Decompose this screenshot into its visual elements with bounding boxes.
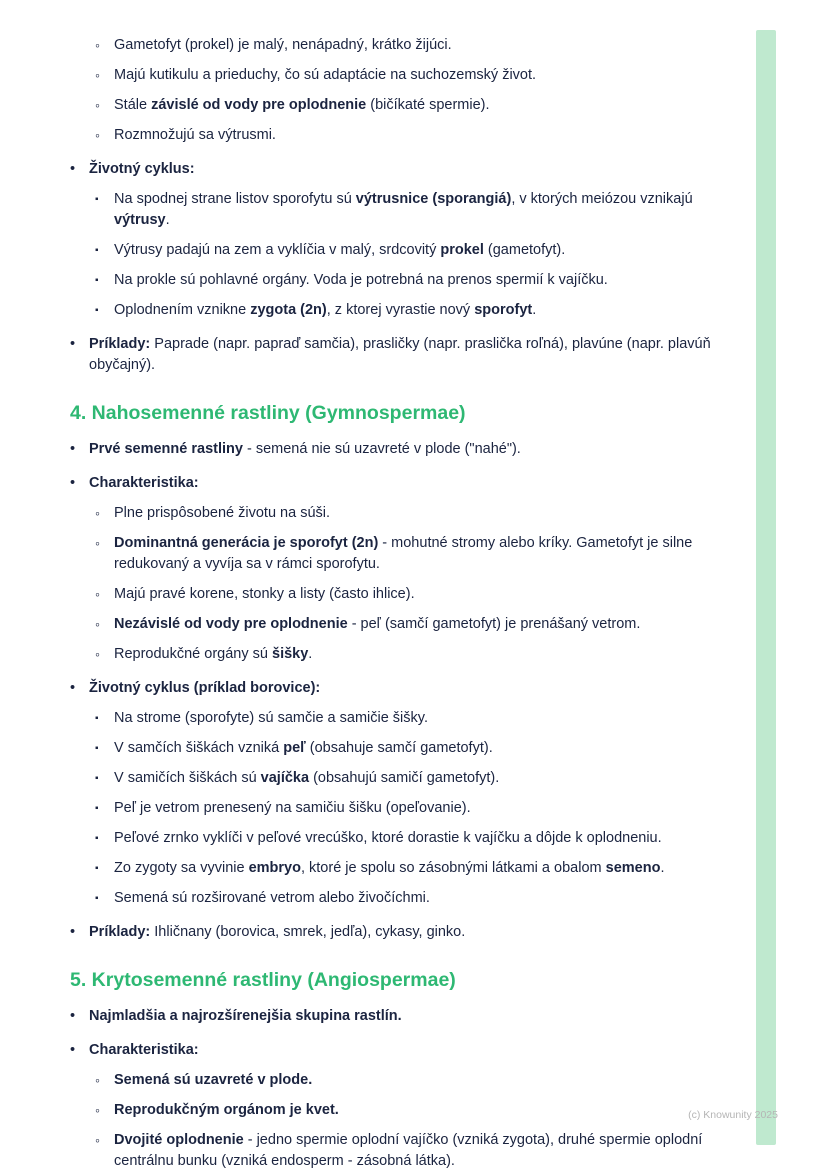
list-item-text <box>114 614 736 635</box>
disc-bullet-icon: • <box>70 924 76 940</box>
list-item <box>95 738 736 759</box>
text-run: výtrusnice (sporangiá) <box>355 191 512 207</box>
list-item-text <box>89 1040 736 1061</box>
text-run: Na strome (sporofyte) sú samčie a samičie šišky. <box>114 710 428 726</box>
circle-bullet-icon: ◦ <box>95 127 100 143</box>
disc-bullet-icon: • <box>70 680 76 696</box>
square-bullet-icon: ▪ <box>95 275 99 286</box>
text-run: vajíčka <box>260 770 310 786</box>
list-item <box>70 922 736 943</box>
list-item-text <box>114 584 736 605</box>
text-run: Charakteristika: <box>89 1042 199 1058</box>
content <box>70 26 736 1171</box>
list-item-text <box>114 95 736 116</box>
text-run: Na spodnej strane listov sporofytu sú <box>114 191 356 207</box>
list-item-text <box>89 678 736 699</box>
text-run: - semená nie sú uzavreté v plode ("nahé"). <box>242 441 521 457</box>
list-item <box>70 473 736 494</box>
list-item-text <box>114 65 736 86</box>
text-run: Plne prispôsobené životu na súši. <box>114 505 331 521</box>
list-item <box>70 439 736 460</box>
text-run: Stále <box>114 97 152 113</box>
text-run: Peľ je vetrom prenesený na samičiu šišku (opeľovanie). <box>114 800 471 816</box>
text-run: sporofyt <box>474 302 533 318</box>
list-item-text <box>114 888 736 909</box>
text-run: Ihličnany (borovica, smrek, jedľa), cykasy, ginko. <box>150 924 466 940</box>
text-run: Semená sú rozširované vetrom alebo živočíchmi. <box>114 890 430 906</box>
text-run: Rozmnožujú sa výtrusmi. <box>114 127 276 143</box>
circle-bullet-icon: ◦ <box>95 67 100 83</box>
text-run: Charakteristika: <box>89 475 199 491</box>
list-item <box>95 768 736 789</box>
text-run: Gametofyt (prokel) je malý, nenápadný, krátko žijúci. <box>114 37 452 53</box>
section-heading: 5. Krytosemenné rastliny (Angiospermae) <box>70 969 456 991</box>
text-run: . <box>165 212 170 228</box>
square-bullet-icon: ▪ <box>95 713 99 724</box>
text-run: Reprodukčným orgánom je kvet. <box>114 1102 339 1118</box>
text-run: Semená sú uzavreté v plode. <box>114 1072 313 1088</box>
circle-bullet-icon: ◦ <box>95 1102 100 1118</box>
text-run: . <box>308 646 313 662</box>
text-run: Zo zygoty sa vyvinie <box>114 860 249 876</box>
list-item <box>95 888 736 909</box>
list-item <box>95 614 736 635</box>
text-run: Príklady: <box>89 336 151 352</box>
list-item <box>70 1040 736 1061</box>
text-run: . <box>660 860 665 876</box>
list-item-text <box>114 533 736 575</box>
list-item-text <box>114 1130 736 1171</box>
text-run: - peľ (samčí gametofyt) je prenášaný vetrom. <box>347 616 641 632</box>
list-item-text <box>89 1006 736 1027</box>
list-item <box>95 503 736 524</box>
circle-bullet-icon: ◦ <box>95 505 100 521</box>
square-bullet-icon: ▪ <box>95 245 99 256</box>
list-item <box>95 828 736 849</box>
text-run: Majú kutikulu a prieduchy, čo sú adaptácie na suchozemský život. <box>114 67 537 83</box>
disc-bullet-icon: • <box>70 336 76 352</box>
list-item <box>95 300 736 321</box>
list-item <box>95 858 736 879</box>
text-run: embryo <box>248 860 301 876</box>
list-item-text <box>114 300 736 321</box>
section-heading: 4. Nahosemenné rastliny (Gymnospermae) <box>70 402 466 424</box>
text-run: V samčích šiškách vzniká <box>114 740 284 756</box>
list-item-text <box>89 159 736 180</box>
list-item-text <box>114 270 736 291</box>
text-run: (gametofyt). <box>483 242 566 258</box>
circle-bullet-icon: ◦ <box>95 97 100 113</box>
text-run: (bičíkaté spermie). <box>366 97 490 113</box>
text-run: zygota (2n) <box>250 302 327 318</box>
list-item-text <box>89 439 736 460</box>
list-item <box>95 1130 736 1171</box>
square-bullet-icon: ▪ <box>95 743 99 754</box>
list-item-text <box>114 798 736 819</box>
circle-bullet-icon: ◦ <box>95 616 100 632</box>
circle-bullet-icon: ◦ <box>95 535 100 551</box>
list-item-text <box>114 1070 736 1091</box>
text-run: závislé od vody pre oplodnenie <box>151 97 367 113</box>
list-item <box>95 35 736 56</box>
list-item-text <box>114 503 736 524</box>
list-item <box>95 644 736 665</box>
list-item-text <box>114 125 736 146</box>
list-item <box>95 1070 736 1091</box>
list-item-text <box>89 922 736 943</box>
text-run: , v ktorých meiózou vznikajú <box>511 191 693 207</box>
circle-bullet-icon: ◦ <box>95 37 100 53</box>
list-item-text <box>114 189 736 231</box>
text-run: Peľové zrnko vyklíči v peľové vrecúško, ktoré dorastie k vajíčku a dôjde k oplodneniu. <box>114 830 662 846</box>
list-item <box>95 533 736 575</box>
list-item-text <box>114 35 736 56</box>
list-item <box>95 798 736 819</box>
list-item <box>70 678 736 699</box>
square-bullet-icon: ▪ <box>95 833 99 844</box>
circle-bullet-icon: ◦ <box>95 1072 100 1088</box>
text-run: Dvojité oplodnenie <box>114 1132 244 1148</box>
text-run: prokel <box>440 242 484 258</box>
circle-bullet-icon: ◦ <box>95 586 100 602</box>
list-item <box>95 125 736 146</box>
list-item <box>70 334 736 376</box>
list-item <box>95 65 736 86</box>
square-bullet-icon: ▪ <box>95 194 99 205</box>
text-run: Životný cyklus: <box>89 161 195 177</box>
list-item-text <box>114 828 736 849</box>
text-run: výtrusy <box>114 212 166 228</box>
disc-bullet-icon: • <box>70 1008 76 1024</box>
text-run: peľ <box>283 740 306 756</box>
list-item <box>70 1006 736 1027</box>
list-item <box>95 240 736 261</box>
text-run: Paprade (napr. papraď samčia), prasličky (napr. praslička roľná), plavúne (napr. plavúň obyčajný). <box>89 336 711 373</box>
list-item-text <box>114 738 736 759</box>
list-item-text <box>114 708 736 729</box>
disc-bullet-icon: • <box>70 161 76 177</box>
text-run: V samičích šiškách sú <box>114 770 261 786</box>
text-run: Oplodnením vznikne <box>114 302 251 318</box>
list-item-text <box>89 473 736 494</box>
text-run: Najmladšia a najrozšírenejšia skupina rastlín. <box>89 1008 402 1024</box>
list-item <box>95 584 736 605</box>
list-item <box>95 1100 736 1121</box>
list-item-text <box>114 1100 736 1121</box>
text-run: , ktoré je spolu so zásobnými látkami a obalom <box>300 860 606 876</box>
square-bullet-icon: ▪ <box>95 305 99 316</box>
text-run: šišky <box>272 646 309 662</box>
footer-copyright: (c) Knowunity 2025 <box>688 1109 778 1121</box>
square-bullet-icon: ▪ <box>95 773 99 784</box>
square-bullet-icon: ▪ <box>95 863 99 874</box>
text-run: Majú pravé korene, stonky a listy (často ihlice). <box>114 586 415 602</box>
text-run: semeno <box>605 860 661 876</box>
list-item <box>95 189 736 231</box>
accent-stripe <box>756 30 776 1145</box>
list-item <box>95 708 736 729</box>
circle-bullet-icon: ◦ <box>95 646 100 662</box>
text-run: - mohutné stromy alebo kríky. Gametofyt je silne redukovaný a vyvíja sa v rámci sporofytu. <box>114 535 693 572</box>
list-item-text <box>114 240 736 261</box>
text-run: (obsahuje samčí gametofyt). <box>305 740 493 756</box>
text-run: Reprodukčné orgány sú <box>114 646 272 662</box>
list-item <box>70 159 736 180</box>
list-item <box>95 95 736 116</box>
text-run: Dominantná generácia je sporofyt (2n) <box>114 535 379 551</box>
text-run: Výtrusy padajú na zem a vyklíčia v malý, srdcovitý <box>114 242 441 258</box>
text-run: Nezávislé od vody pre oplodnenie <box>114 616 348 632</box>
disc-bullet-icon: • <box>70 475 76 491</box>
text-run: Prvé semenné rastliny <box>89 441 243 457</box>
text-run: (obsahujú samičí gametofyt). <box>309 770 500 786</box>
disc-bullet-icon: • <box>70 1042 76 1058</box>
list-item-text <box>114 768 736 789</box>
text-run: - jedno spermie oplodní vajíčko (vzniká zygota), druhé spermie oplodní centrálnu bunku (vzniká endosperm - zásobná látka). <box>114 1132 703 1169</box>
list-item-text <box>89 334 736 376</box>
list-item-text <box>114 858 736 879</box>
text-run: . <box>532 302 537 318</box>
disc-bullet-icon: • <box>70 441 76 457</box>
list-item <box>95 270 736 291</box>
text-run: , z ktorej vyrastie nový <box>326 302 475 318</box>
circle-bullet-icon: ◦ <box>95 1132 100 1148</box>
list-item-text <box>114 644 736 665</box>
text-run: Na prokle sú pohlavné orgány. Voda je potrebná na prenos spermií k vajíčku. <box>114 272 608 288</box>
square-bullet-icon: ▪ <box>95 893 99 904</box>
square-bullet-icon: ▪ <box>95 803 99 814</box>
text-run: Príklady: <box>89 924 151 940</box>
text-run: Životný cyklus (príklad borovice): <box>89 680 321 696</box>
